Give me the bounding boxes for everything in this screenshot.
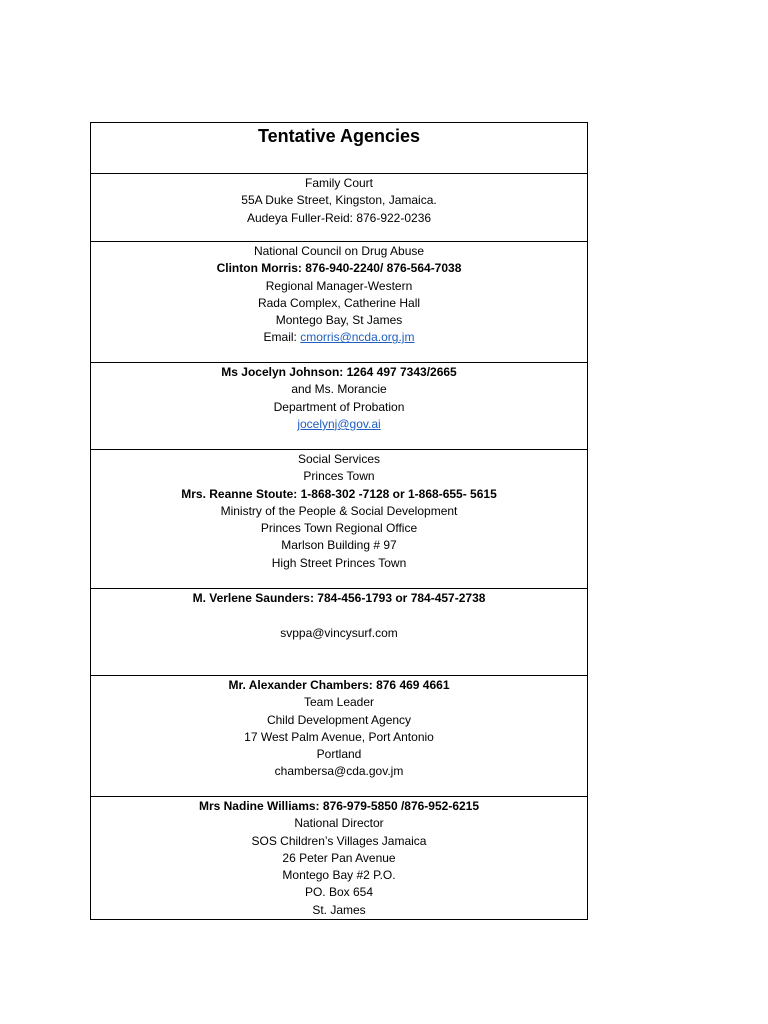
agency-contact: Ms Jocelyn Johnson: 1264 497 7343/2665: [221, 365, 457, 379]
agency-row-cda: [91, 676, 588, 797]
blank-line: [91, 607, 587, 624]
email-label: Email:: [263, 330, 301, 345]
agency-cell: [91, 797, 588, 920]
agency-office: Princes Town Regional Office: [260, 521, 418, 536]
agency-address: PO. Box 654: [304, 885, 374, 900]
agency-cell: [91, 589, 588, 676]
agency-name: Family Court: [304, 176, 373, 190]
agency-role: Team Leader: [303, 695, 375, 710]
agency-cell: [91, 174, 588, 242]
agency-contact: Audeya Fuller-Reid: 876-922-0236: [246, 210, 432, 225]
agency-role: Regional Manager-Western: [265, 278, 413, 293]
agency-address: Portland: [316, 747, 362, 762]
agency-contact: Mr. Alexander Chambers: 876 469 4661: [228, 678, 450, 692]
agency-cell: [91, 450, 588, 589]
agency-cell: [91, 676, 588, 797]
agency-row-saunders: [91, 589, 588, 676]
agency-contact: and Ms. Morancie: [291, 382, 387, 397]
agency-ministry: Ministry of the People & Social Development: [220, 503, 458, 518]
agency-address: Montego Bay, St James: [275, 313, 403, 328]
agency-email: chambersa@cda.gov.jm: [274, 764, 404, 779]
agency-address: Montego Bay #2 P.O.: [282, 868, 396, 883]
agency-row-probation: [91, 363, 588, 450]
agency-row-sos: [91, 797, 588, 920]
agency-contact: Mrs. Reanne Stoute: 1-868-302 -7128 or 1-868-655- 5615: [181, 486, 497, 501]
agency-contact: M. Verlene Saunders: 784-456-1793 or 784-457-2738: [192, 591, 486, 605]
agency-address: Marlson Building # 97: [281, 538, 397, 553]
agencies-table: [90, 122, 588, 920]
agency-address: St. James: [312, 902, 366, 917]
agency-name: Child Development Agency: [266, 712, 412, 727]
title-row: [91, 123, 588, 174]
agency-contact: Mrs Nadine Williams: 876-979-5850 /876-952-6215: [198, 799, 480, 813]
email-link[interactable]: cmorris@ncda.org.jm: [300, 330, 415, 345]
agency-name: SOS Children’s Villages Jamaica: [251, 833, 427, 848]
agency-row-family-court: [91, 174, 588, 242]
agency-email: svppa@vincysurf.com: [280, 625, 398, 640]
agency-row-social-services: [91, 450, 588, 589]
agency-cell: [91, 242, 588, 363]
agency-address: High Street Princes Town: [271, 555, 407, 570]
title-cell: [91, 123, 588, 174]
agency-location: Princes Town: [303, 469, 375, 484]
agency-address: Rada Complex, Catherine Hall: [257, 295, 421, 310]
page-title: Tentative Agencies: [257, 126, 421, 146]
agency-role: National Director: [294, 816, 384, 831]
agency-row-ncda: [91, 242, 588, 363]
agency-email-line: [91, 416, 587, 433]
agency-email-line: [91, 329, 587, 346]
agency-address: 17 West Palm Avenue, Port Antonio: [244, 729, 434, 744]
agency-address: 55A Duke Street, Kingston, Jamaica.: [241, 193, 437, 208]
agency-address: 26 Peter Pan Avenue: [282, 850, 396, 865]
agency-name: Department of Probation: [273, 399, 405, 414]
email-link[interactable]: jocelynj@gov.ai: [297, 416, 381, 431]
agency-contact: Clinton Morris: 876-940-2240/ 876-564-7038: [216, 261, 462, 276]
agency-cell: [91, 363, 588, 450]
agency-name: Social Services: [297, 452, 381, 466]
agency-name: National Council on Drug Abuse: [253, 244, 425, 258]
